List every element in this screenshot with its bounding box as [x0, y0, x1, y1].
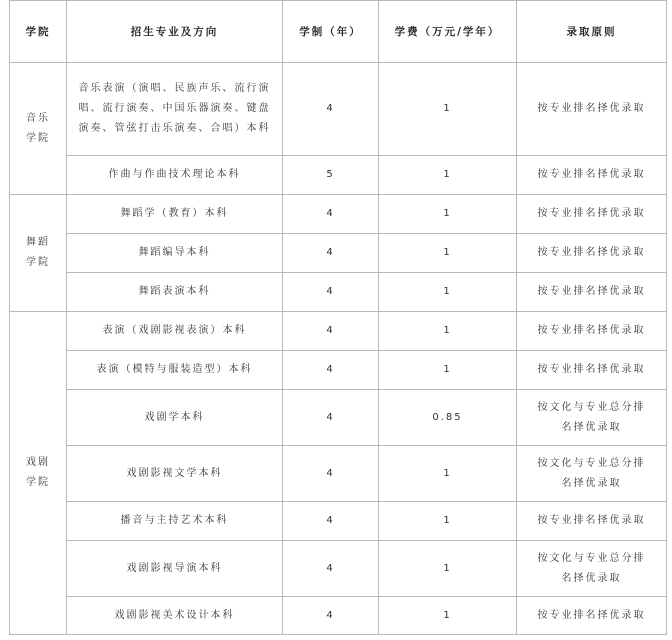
major-cell: 舞蹈编导本科: [67, 234, 283, 273]
major-cell: 播音与主持艺术本科: [67, 502, 283, 541]
table-row: [10, 390, 667, 446]
rule-cell: 按专业排名择优录取: [517, 597, 667, 635]
major-cell: 戏剧影视美术设计本科: [67, 597, 283, 635]
table-row: [10, 273, 667, 312]
years-cell: 4: [283, 597, 379, 635]
table-row: [10, 195, 667, 234]
major-cell: 戏剧学本科: [67, 390, 283, 446]
college-name: 戏剧 学院: [26, 457, 50, 488]
table-row: [10, 156, 667, 195]
years-cell: 4: [283, 351, 379, 390]
table-row: [10, 597, 667, 635]
college-name: 舞蹈 学院: [26, 237, 50, 268]
years-cell: 4: [283, 502, 379, 541]
years-cell: 4: [283, 273, 379, 312]
years-cell: 4: [283, 541, 379, 597]
table-row: [10, 234, 667, 273]
table-row: [10, 63, 667, 156]
table-row: [10, 502, 667, 541]
fee-cell: 1: [379, 156, 517, 195]
years-cell: 4: [283, 63, 379, 156]
admissions-table: [9, 0, 667, 635]
rule-cell: 按专业排名择优录取: [517, 351, 667, 390]
rule-cell: 按专业排名择优录取: [517, 502, 667, 541]
fee-cell: 1: [379, 234, 517, 273]
fee-cell: 1: [379, 446, 517, 502]
major-cell: 戏剧影视导演本科: [67, 541, 283, 597]
table-row: [10, 351, 667, 390]
table-row: [10, 446, 667, 502]
rule-cell: 按文化与专业总分排名择优录取: [517, 390, 667, 446]
college-cell-dance: [10, 195, 67, 312]
fee-cell: 0.85: [379, 390, 517, 446]
header-college: 学院: [10, 1, 67, 63]
major-cell: 表演（戏剧影视表演）本科: [67, 312, 283, 351]
header-row: [10, 1, 667, 63]
years-cell: 4: [283, 312, 379, 351]
years-cell: 4: [283, 446, 379, 502]
years-cell: 5: [283, 156, 379, 195]
rule-cell: 按专业排名择优录取: [517, 273, 667, 312]
header-years: 学制（年）: [283, 1, 379, 63]
fee-cell: 1: [379, 502, 517, 541]
fee-cell: 1: [379, 541, 517, 597]
fee-cell: 1: [379, 597, 517, 635]
rule-cell: 按专业排名择优录取: [517, 195, 667, 234]
years-cell: 4: [283, 195, 379, 234]
major-cell: 舞蹈学（教育）本科: [67, 195, 283, 234]
years-cell: 4: [283, 234, 379, 273]
major-cell: 戏剧影视文学本科: [67, 446, 283, 502]
major-cell: 舞蹈表演本科: [67, 273, 283, 312]
rule-cell: 按专业排名择优录取: [517, 234, 667, 273]
years-cell: 4: [283, 390, 379, 446]
fee-cell: 1: [379, 195, 517, 234]
major-cell: 表演（模特与服装造型）本科: [67, 351, 283, 390]
fee-cell: 1: [379, 63, 517, 156]
major-cell: 音乐表演（演唱、民族声乐、流行演唱、流行演奏、中国乐器演奏、键盘演奏、管弦打击乐演奏、合唱）本科: [67, 63, 283, 156]
header-fee: 学费（万元/学年）: [379, 1, 517, 63]
header-rule: 录取原则: [517, 1, 667, 63]
fee-cell: 1: [379, 312, 517, 351]
major-cell: 作曲与作曲技术理论本科: [67, 156, 283, 195]
college-cell-music: [10, 63, 67, 195]
table-row: [10, 541, 667, 597]
rule-cell: 按专业排名择优录取: [517, 156, 667, 195]
fee-cell: 1: [379, 351, 517, 390]
header-major: 招生专业及方向: [67, 1, 283, 63]
rule-cell: 按文化与专业总分排名择优录取: [517, 541, 667, 597]
rule-cell: 按专业排名择优录取: [517, 312, 667, 351]
fee-cell: 1: [379, 273, 517, 312]
rule-cell: 按文化与专业总分排名择优录取: [517, 446, 667, 502]
table-row: [10, 312, 667, 351]
rule-cell: 按专业排名择优录取: [517, 63, 667, 156]
college-name: 音乐 学院: [26, 112, 50, 144]
college-cell-drama: [10, 312, 67, 635]
